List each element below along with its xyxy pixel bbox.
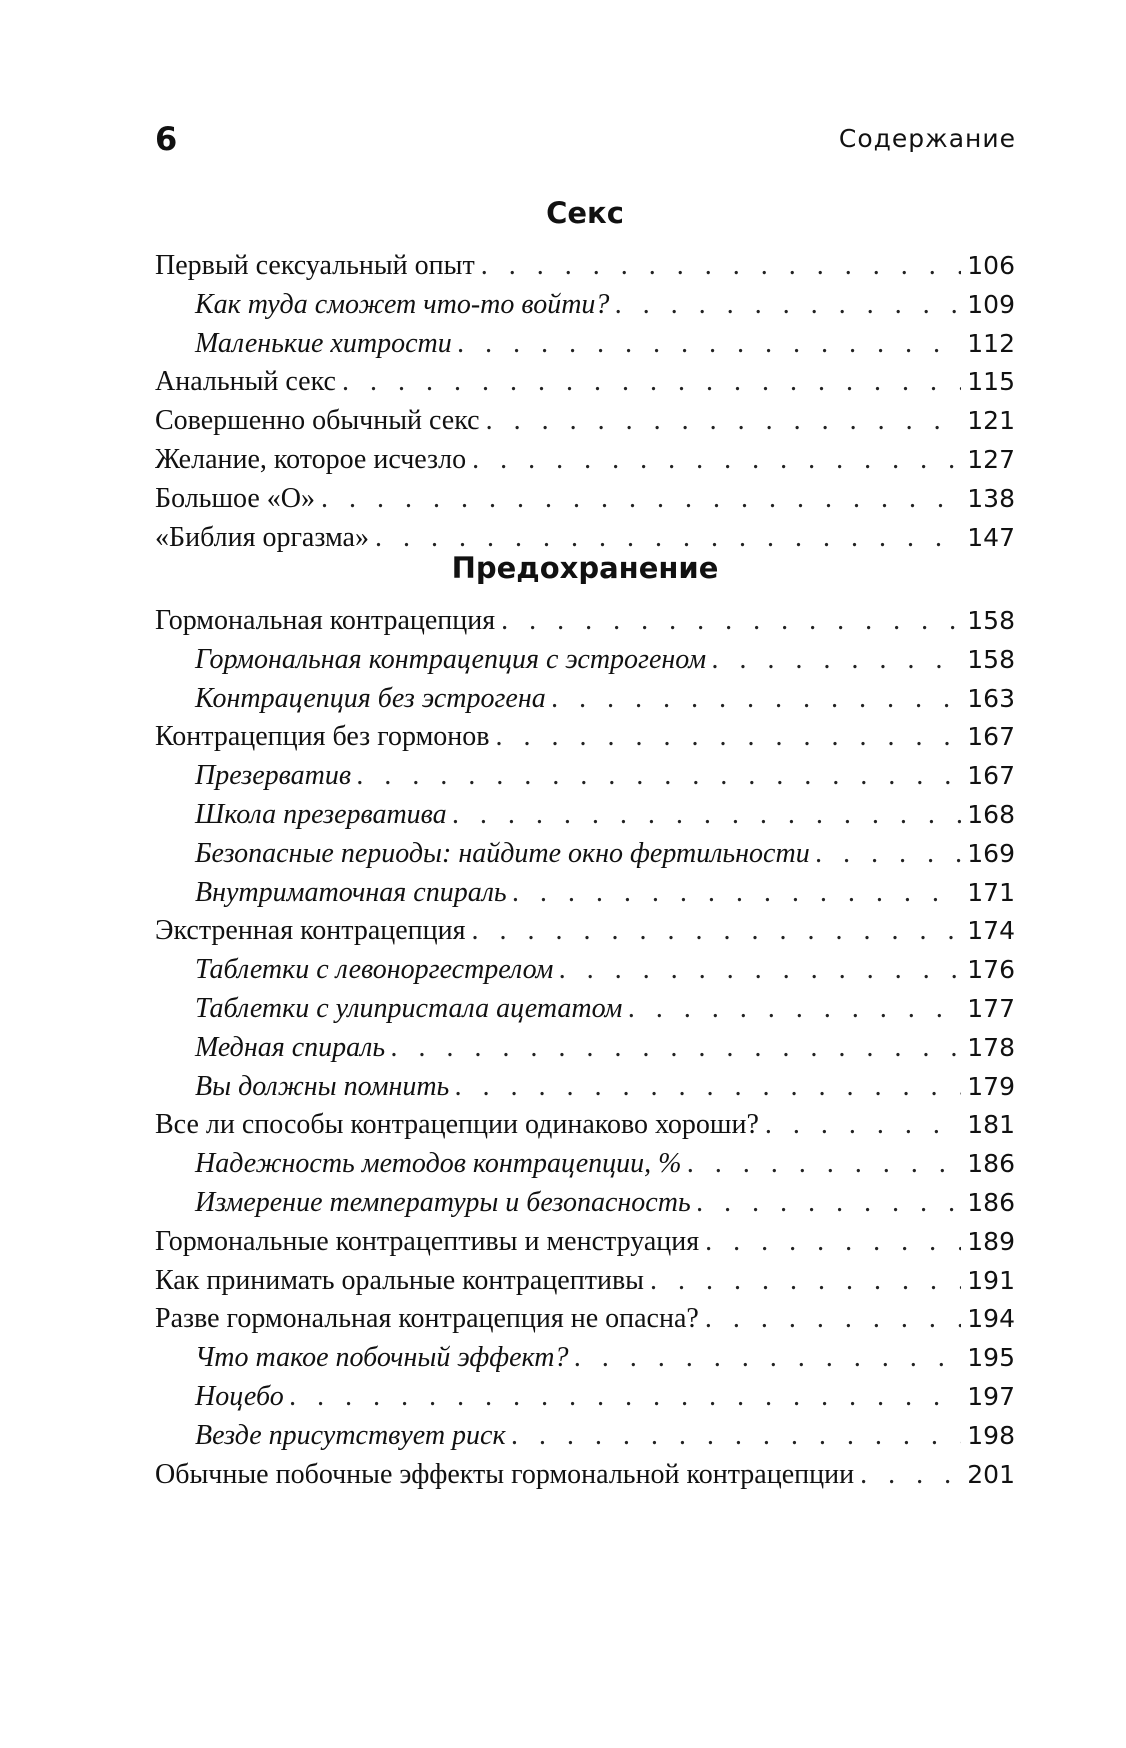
toc-entry (155, 1068, 1015, 1107)
toc-entry (155, 441, 1015, 480)
toc-section-contraception (155, 548, 1015, 1494)
toc-entry (155, 680, 1015, 719)
dot-leader (574, 1339, 961, 1378)
toc-entry-title: Таблетки с левоноргестрелом (195, 954, 554, 986)
toc-entry-page-number: 158 (967, 606, 1015, 635)
toc-entry (155, 602, 1015, 641)
dot-leader (290, 1378, 961, 1417)
toc-entry-page-number: 168 (967, 799, 1015, 829)
dot-leader (559, 951, 961, 990)
toc-entry-page-number: 109 (967, 289, 1015, 319)
dot-leader (501, 602, 961, 641)
toc-entry (155, 990, 1015, 1029)
dot-leader (712, 641, 961, 680)
toc-entry-title: Гормональная контрацепция (155, 605, 496, 636)
toc-entry-title: Надежность методов контрацепции, % (195, 1148, 682, 1180)
toc-entry (155, 912, 1015, 951)
toc-entry-title: Совершенно обычный секс (155, 405, 480, 437)
toc-entry (155, 1300, 1015, 1339)
section-title: Предохранение (451, 551, 719, 585)
toc-entry-title: Медная спираль (195, 1031, 386, 1063)
toc-entry-title: Безопасные периоды: найдите окно фертильности (195, 837, 810, 869)
toc-entry-title: Везде присутствует риск (195, 1419, 506, 1451)
toc-entry-page-number: 127 (967, 444, 1015, 474)
running-title: Содержание (838, 124, 1016, 153)
toc-entry-page-number: 179 (967, 1071, 1015, 1101)
toc-section-sex (155, 193, 1015, 557)
toc-entry (155, 1029, 1015, 1068)
toc-entry-title: Как принимать оральные контрацептивы (155, 1264, 644, 1296)
toc-entry-title: Гормональные контрацептивы и менструация (155, 1225, 700, 1257)
toc-entry-page-number: 138 (967, 483, 1015, 513)
toc-entry (155, 1223, 1015, 1262)
toc-entry (155, 1262, 1015, 1301)
toc-entry (155, 1106, 1015, 1145)
toc-entry-title: Все ли способы контрацепции одинаково хороши? (155, 1109, 759, 1141)
toc-entry (155, 1184, 1015, 1223)
toc-entry-page-number: 158 (967, 644, 1015, 674)
toc-entry-page-number: 112 (967, 328, 1015, 358)
toc-entry (155, 402, 1015, 441)
dot-leader (697, 1184, 961, 1223)
dot-leader (472, 441, 961, 480)
toc-entry-page-number: 191 (967, 1265, 1015, 1295)
toc-entry-title: Контрацепция без эстрогена (195, 682, 546, 714)
section-title: Секс (546, 196, 624, 230)
toc-entry-title: Большое «О» (155, 482, 316, 514)
toc-entry-title: Школа презерватива (195, 798, 447, 830)
dot-leader (481, 247, 961, 286)
dot-leader (816, 835, 961, 874)
toc-entry-title: Первый сексуальный опыт (155, 250, 475, 281)
toc-entry-title: Маленькие хитрости (195, 327, 452, 359)
toc-entry-page-number: 147 (967, 522, 1015, 552)
dot-leader (342, 363, 961, 402)
toc-entry (155, 286, 1015, 325)
toc-entry-title: Измерение температуры и безопасность (195, 1186, 691, 1218)
toc-entry-page-number: 194 (967, 1304, 1015, 1334)
dot-leader (472, 912, 961, 951)
toc-entry-page-number: 189 (967, 1226, 1015, 1256)
toc-entry-title: Контрацепция без гормонов (155, 721, 490, 753)
toc-entry-title: Гормональная контрацепция с эстрогеном (195, 643, 707, 675)
toc-entry-page-number: 121 (967, 406, 1015, 436)
toc-entry-title: Что такое побочный эффект? (195, 1342, 569, 1374)
dot-leader (357, 757, 961, 796)
toc-entry (155, 718, 1015, 757)
toc-entry (155, 480, 1015, 519)
toc-entry (155, 835, 1015, 874)
dot-leader (705, 1223, 961, 1262)
toc-entry-page-number: 167 (967, 722, 1015, 752)
toc-entry-title: Вы должны помнить (195, 1070, 450, 1102)
page-number: 6 (155, 120, 178, 158)
toc-list (155, 247, 1015, 557)
dot-leader (513, 874, 961, 913)
dot-leader (512, 1417, 961, 1456)
toc-entry (155, 641, 1015, 680)
toc-entry-page-number: 186 (967, 1149, 1015, 1179)
dot-leader (391, 1029, 961, 1068)
toc-entry (155, 951, 1015, 990)
dot-leader (496, 718, 961, 757)
toc-entry-title: Разве гормональная контрацепция не опасна? (155, 1303, 699, 1335)
toc-entry-page-number: 171 (967, 877, 1015, 907)
toc-entry (155, 1145, 1015, 1184)
toc-entry-page-number: 163 (967, 683, 1015, 713)
toc-list (155, 602, 1015, 1494)
toc-entry-page-number: 176 (967, 955, 1015, 985)
toc-entry (155, 1417, 1015, 1456)
toc-entry-page-number: 177 (967, 993, 1015, 1023)
dot-leader (486, 402, 961, 441)
page-header (0, 120, 1126, 160)
dot-leader (458, 325, 961, 364)
toc-entry (155, 1339, 1015, 1378)
toc-entry-title: Желание, которое исчезло (155, 443, 467, 475)
dot-leader (615, 286, 961, 325)
dot-leader (455, 1068, 961, 1107)
toc-entry-page-number: 186 (967, 1187, 1015, 1217)
toc-entry (155, 757, 1015, 796)
toc-entry-page-number: 195 (967, 1343, 1015, 1373)
toc-entry (155, 247, 1015, 286)
toc-entry (155, 325, 1015, 364)
toc-entry-title: «Библия оргазма» (155, 521, 369, 553)
toc-entry-title: Ноцебо (195, 1380, 284, 1412)
dot-leader (650, 1262, 961, 1301)
dot-leader (765, 1106, 961, 1145)
toc-entry-title: Таблетки с улипристала ацетатом (195, 992, 623, 1024)
toc-entry-page-number: 201 (967, 1459, 1015, 1489)
toc-entry-page-number: 167 (967, 761, 1015, 791)
toc-entry (155, 796, 1015, 835)
dot-leader (860, 1456, 961, 1495)
toc-entry-title: Обычные побочные эффекты гормональной контрацепции (155, 1458, 855, 1490)
toc-entry-page-number: 197 (967, 1381, 1015, 1411)
toc-entry-page-number: 169 (967, 838, 1015, 868)
toc-entry-title: Внутриматочная спираль (195, 876, 507, 908)
toc-entry-page-number: 198 (967, 1420, 1015, 1450)
dot-leader (687, 1145, 961, 1184)
dot-leader (628, 990, 961, 1029)
dot-leader (453, 796, 961, 835)
toc-entry (155, 363, 1015, 402)
toc-entry-page-number: 174 (967, 916, 1015, 946)
toc-entry-page-number: 106 (967, 251, 1015, 280)
toc-entry-page-number: 115 (967, 367, 1015, 397)
toc-entry (155, 1378, 1015, 1417)
toc-entry-title: Как туда сможет что-то войти? (195, 288, 610, 320)
toc-entry (155, 874, 1015, 913)
toc-entry-title: Анальный секс (155, 366, 336, 398)
dot-leader (321, 480, 961, 519)
dot-leader (552, 680, 961, 719)
dot-leader (705, 1300, 961, 1339)
toc-entry-page-number: 181 (967, 1110, 1015, 1140)
toc-entry-page-number: 178 (967, 1032, 1015, 1062)
toc-entry-title: Презерватив (195, 760, 351, 792)
toc-entry-title: Экстренная контрацепция (155, 915, 466, 947)
toc-entry (155, 1456, 1015, 1495)
